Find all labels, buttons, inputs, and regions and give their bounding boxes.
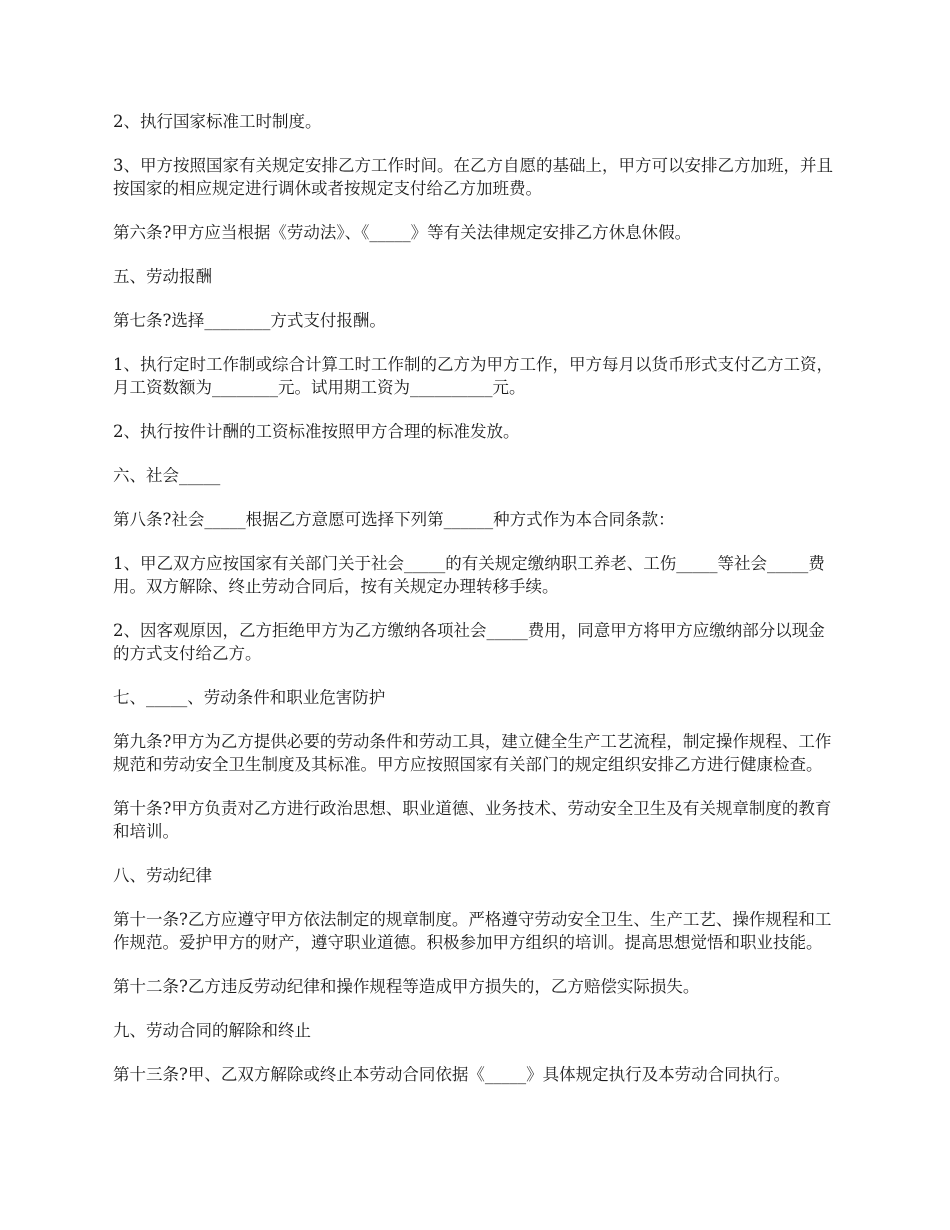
paragraph-article-6: 第六条?甲方应当根据《劳动法》、《_____》等有关法律规定安排乙方休息休假。 xyxy=(113,223,692,242)
paragraph-article-8: 第八条?社会_____根据乙方意愿可选择下列第______种方式作为本合同条款： xyxy=(113,510,675,529)
paragraph-cash-payment: 2、因客观原因，乙方拒绝甲方为乙方缴纳各项社会_____费用，同意甲方将甲方应缴纳部分以现金的方式支付给乙方。 xyxy=(113,621,825,663)
section-heading-remuneration: 五、劳动报酬 xyxy=(113,267,212,286)
document-body xyxy=(113,110,840,1107)
section-heading-labor-discipline: 八、劳动纪律 xyxy=(113,866,212,885)
paragraph-article-10: 第十条?甲方负责对乙方进行政治思想、职业道德、业务技术、劳动安全卫生及有关规章制度的教育和培训。 xyxy=(113,799,832,841)
section-heading-labor-conditions: 七、_____、劳动条件和职业危害防护 xyxy=(113,688,386,707)
paragraph-working-hours-standard: 2、执行国家标准工时制度。 xyxy=(113,112,322,131)
paragraph-article-7: 第七条?选择________方式支付报酬。 xyxy=(113,311,386,330)
section-heading-social: 六、社会_____ xyxy=(113,466,221,485)
paragraph-article-13: 第十三条?甲、乙双方解除或终止本劳动合同依据《_____》具体规定执行及本劳动合同执行。 xyxy=(113,1065,791,1084)
paragraph-article-12: 第十二条?乙方违反劳动纪律和操作规程等造成甲方损失的，乙方赔偿实际损失。 xyxy=(113,977,700,996)
paragraph-working-time-arrangement: 3、甲方按照国家有关规定安排乙方工作时间。在乙方自愿的基础上，甲方可以安排乙方加班，并且按国家的相应规定进行调休或者按规定支付给乙方加班费。 xyxy=(113,156,833,198)
paragraph-piece-rate: 2、执行按件计酬的工资标准按照甲方合理的标准发放。 xyxy=(113,422,520,441)
paragraph-article-9: 第九条?甲方为乙方提供必要的劳动条件和劳动工具，建立健全生产工艺流程，制定操作规程、工作规范和劳动安全卫生制度及其标准。甲方应按照国家有关部门的规定组织安排乙方进行健康检查。 xyxy=(113,732,832,774)
section-heading-termination: 九、劳动合同的解除和终止 xyxy=(113,1021,311,1040)
paragraph-monthly-wage: 1、执行定时工作制或综合计算工时工作制的乙方为甲方工作，甲方每月以货币形式支付乙方工资，月工资数额为________元。试用期工资为__________元。 xyxy=(113,355,833,397)
paragraph-article-11: 第十一条?乙方应遵守甲方依法制定的规章制度。严格遵守劳动安全卫生、生产工艺、操作规程和工作规范。爱护甲方的财产，遵守职业道德。积极参加甲方组织的培训。提高思想觉悟和职业技能。 xyxy=(113,910,832,952)
paragraph-social-payment: 1、甲乙双方应按国家有关部门关于社会_____的有关规定缴纳职工养老、工伤_____等社会_____费用。双方解除、终止劳动合同后，按有关规定办理转移手续。 xyxy=(113,554,825,596)
